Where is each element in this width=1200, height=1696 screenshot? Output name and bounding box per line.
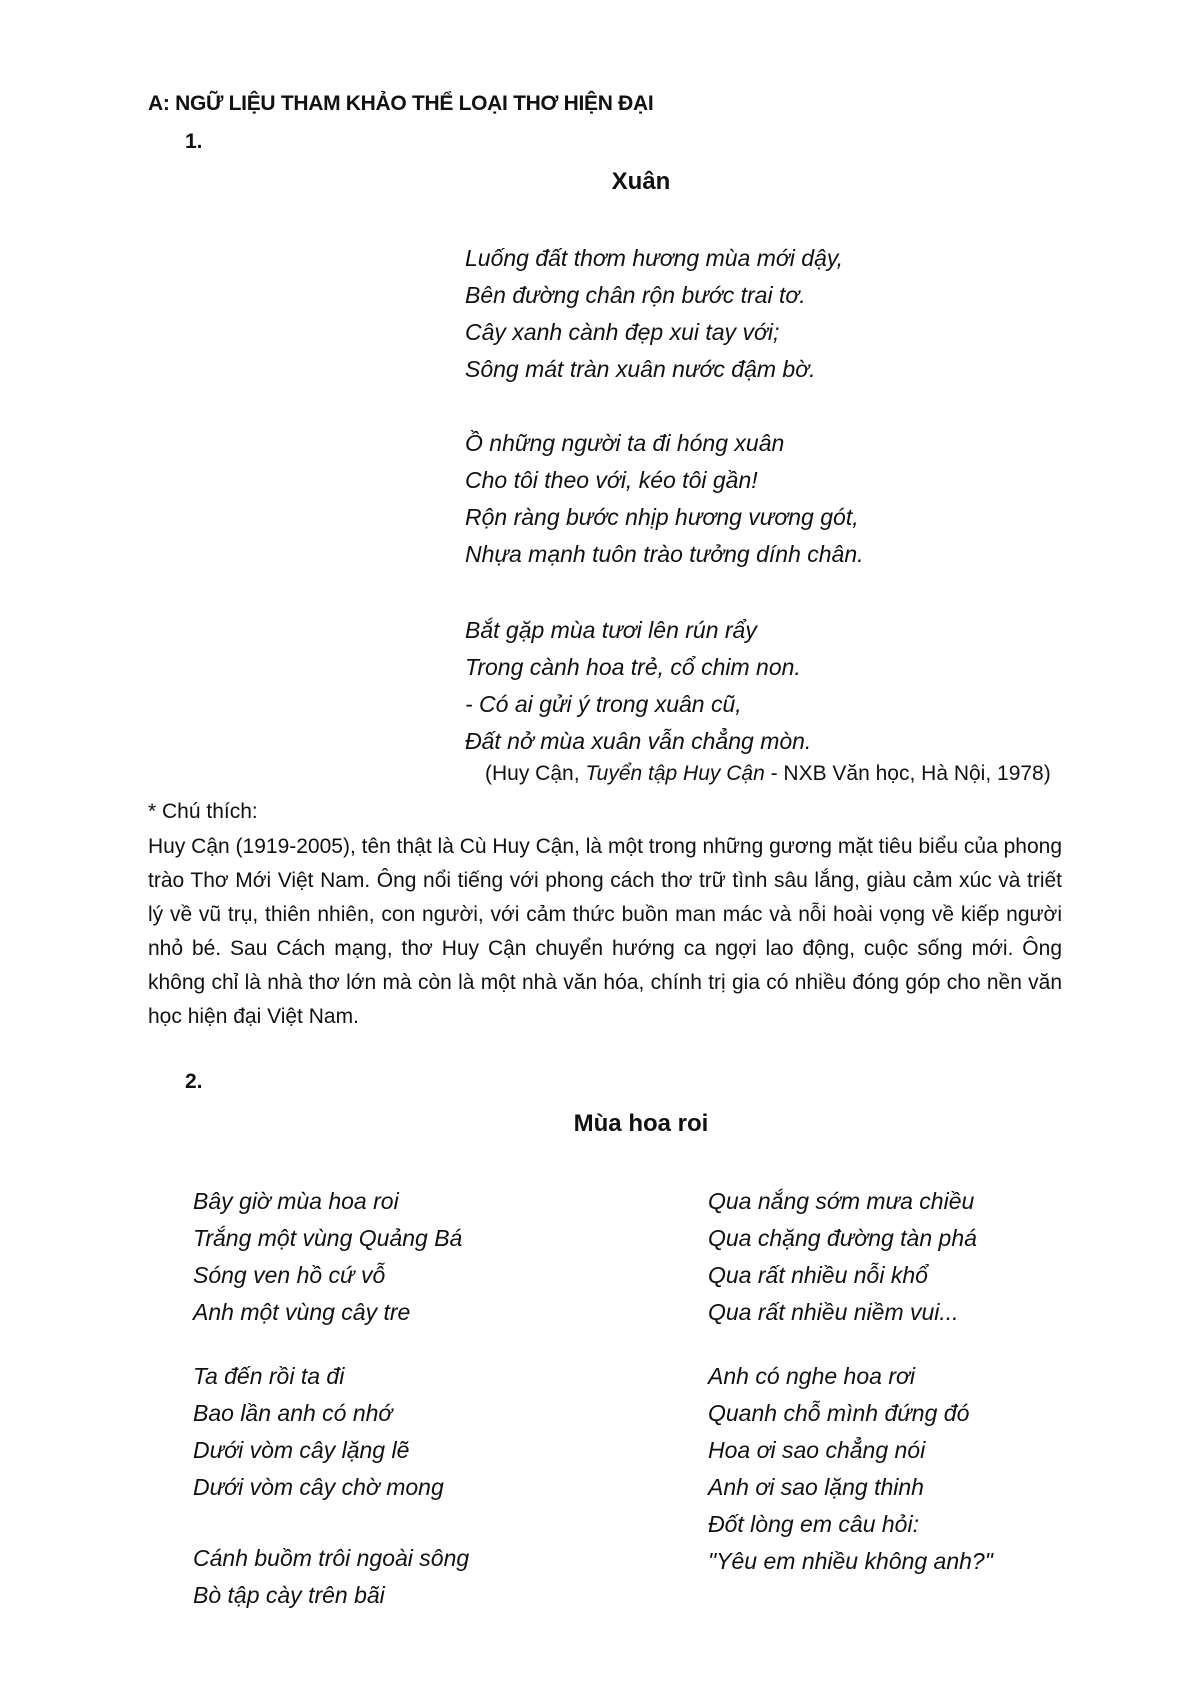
citation-suffix: - NXB Văn học, Hà Nội, 1978) bbox=[764, 762, 1051, 785]
poem-line: Anh ơi sao lặng thinh bbox=[708, 1474, 924, 1500]
poem-line: Luống đất thơm hương mùa mới dậy, bbox=[465, 245, 844, 271]
stanza bbox=[465, 240, 1065, 388]
poem-line: Quanh chỗ mình đứng đó bbox=[708, 1400, 970, 1426]
stanza bbox=[193, 1540, 469, 1614]
poem-line: Cánh buồm trôi ngoài sông bbox=[193, 1545, 470, 1571]
poem-line: Ồ những người ta đi hóng xuân bbox=[465, 430, 785, 456]
poem-line: "Yêu em nhiều không anh?" bbox=[708, 1548, 993, 1574]
stanza bbox=[708, 1183, 977, 1331]
poem-line: Qua rất nhiều niềm vui... bbox=[708, 1299, 959, 1325]
poem-line: Đất nở mùa xuân vẫn chẳng mòn. bbox=[465, 728, 812, 754]
citation-prefix: (Huy Cận, bbox=[485, 762, 586, 785]
poem-line: Qua rất nhiều nỗi khổ bbox=[708, 1262, 928, 1288]
poem-line: Bên đường chân rộn bước trai tơ. bbox=[465, 282, 806, 308]
poem-line: Đốt lòng em câu hỏi: bbox=[708, 1511, 919, 1537]
poem-line: Bây giờ mùa hoa roi bbox=[193, 1188, 399, 1214]
poem-line: Qua chặng đường tàn phá bbox=[708, 1225, 977, 1251]
poem-line: Cây xanh cành đẹp xui tay với; bbox=[465, 319, 780, 345]
poem-line: Cho tôi theo với, kéo tôi gần! bbox=[465, 467, 758, 493]
citation-book: Tuyển tập Huy Cận bbox=[585, 762, 765, 785]
stanza bbox=[193, 1358, 444, 1506]
poem-line: Trong cành hoa trẻ, cổ chim non. bbox=[465, 654, 801, 680]
stanza bbox=[708, 1358, 993, 1580]
poem-title: Mùa hoa roi bbox=[573, 1110, 709, 1137]
poem-line: Dưới vòm cây chờ mong bbox=[193, 1474, 444, 1500]
poem-line: Bò tập cày trên bãi bbox=[193, 1582, 385, 1608]
note-label: * Chú thích: bbox=[148, 800, 258, 823]
note-body: Huy Cận (1919-2005), tên thật là Cù Huy Cận, là một trong những gương mặt tiêu biểu của phong trào Thơ Mới Việt Nam. Ông nổi tiếng với phong cách thơ trữ tình sâu lắng, giàu cảm xúc và triết lý về vũ trụ, thiên nhiên, con người, với cảm thức buồn man mác và nỗi hoài vọng về kiếp người nhỏ bé. Sau Cách mạng, thơ Huy Cận chuyển hướng ca ngợi lao động, cuộc sống mới. Ông không chỉ là nhà thơ lớn mà còn là một nhà văn hóa, chính trị gia có nhiều đóng góp cho nền văn học hiện đại Việt Nam. bbox=[148, 835, 1062, 1028]
stanza bbox=[193, 1183, 462, 1331]
poem-line: Sóng ven hồ cứ vỗ bbox=[193, 1262, 386, 1288]
poem-line: Sông mát tràn xuân nước đậm bờ. bbox=[465, 356, 816, 382]
poem-line: Nhựa mạnh tuôn trào tưởng dính chân. bbox=[465, 541, 864, 567]
poem-line: - Có ai gửi ý trong xuân cũ, bbox=[465, 691, 742, 717]
poem-line: Hoa ơi sao chẳng nói bbox=[708, 1437, 926, 1463]
section-heading: A: NGỮ LIỆU THAM KHẢO THỂ LOẠI THƠ HIỆN ĐẠI bbox=[148, 92, 654, 115]
poem-line: Qua nắng sớm mưa chiều bbox=[708, 1188, 975, 1214]
poem-title: Xuân bbox=[611, 168, 671, 195]
poem-line: Dưới vòm cây lặng lẽ bbox=[193, 1437, 410, 1463]
poem-line: Trắng một vùng Quảng Bá bbox=[193, 1225, 463, 1251]
poem-line: Anh có nghe hoa rơi bbox=[708, 1363, 915, 1389]
citation bbox=[485, 762, 1051, 786]
poem-line: Bao lần anh có nhớ bbox=[193, 1400, 393, 1426]
stanza bbox=[465, 612, 1065, 760]
poem-line: Ta đến rồi ta đi bbox=[193, 1363, 345, 1389]
poem-line: Rộn ràng bước nhịp hương vương gót, bbox=[465, 504, 859, 530]
poem-line: Anh một vùng cây tre bbox=[193, 1299, 411, 1325]
poem-number: 1. bbox=[185, 130, 203, 153]
poem-number: 2. bbox=[185, 1070, 203, 1093]
stanza bbox=[465, 425, 1065, 573]
poem-line: Bắt gặp mùa tươi lên rún rẩy bbox=[465, 617, 757, 643]
